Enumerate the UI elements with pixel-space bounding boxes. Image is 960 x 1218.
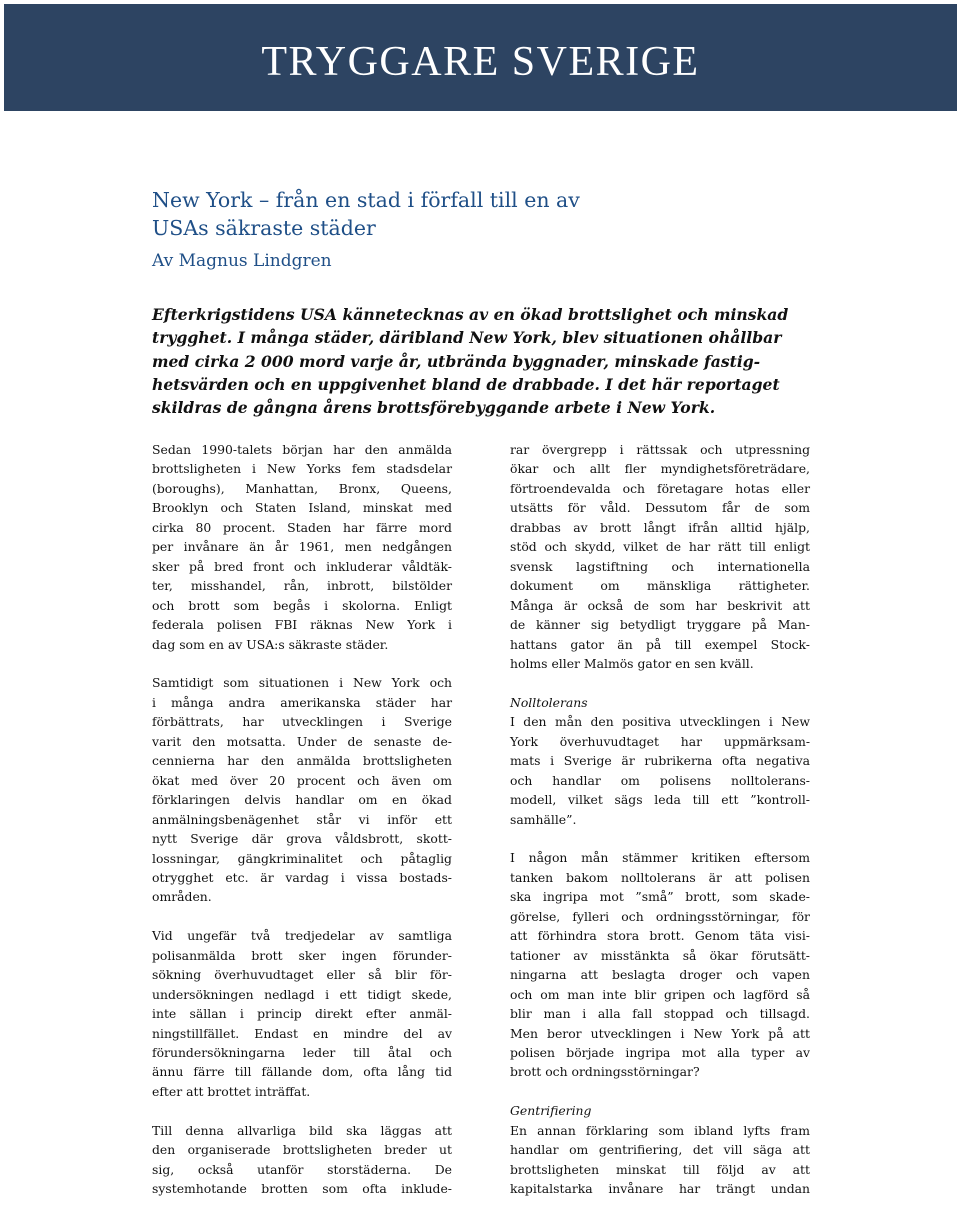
body-line: svensk lagstiftning och internationella	[510, 558, 810, 574]
body-line: blir man i alla fall stoppad och tillsagd.	[510, 1006, 810, 1022]
body-line: Vid ungefär två tredjedelar av samtliga	[152, 928, 452, 944]
ingress-line: med cirka 2 000 mord varje år, utbrända byggnader, minskade fastig-	[152, 351, 761, 371]
ingress	[152, 303, 812, 419]
body-line: Många är också de som har beskrivit att	[510, 597, 810, 613]
body-line: förbättrats, har utvecklingen i Sverige	[152, 714, 452, 730]
body-line: lossningar, gängkriminalitet och påtaglig	[152, 850, 452, 866]
body-line: modell, vilket sägs leda till ett ”kontroll-	[510, 792, 810, 808]
body-line: tationer av misstänkta så ökar förutsätt-	[510, 947, 810, 963]
left-column	[152, 440, 452, 1218]
body-line: efter att brottet inträffat.	[152, 1083, 311, 1099]
body-line: per invånare än år 1961, men nedgången	[152, 539, 452, 555]
body-line: utsätts för våld. Dessutom får de som	[510, 500, 810, 516]
body-line: drabbas av brott långt ifrån alltid hjälp,	[510, 519, 810, 535]
ingress-line: hetsvärden och en uppgivenhet bland de drabbade. I det här reportaget	[152, 374, 780, 394]
body-line: samhälle”.	[510, 811, 577, 827]
title-line: New York – från en stad i förfall till en av	[152, 188, 580, 212]
body-paragraph	[152, 926, 452, 1101]
body-line: handlar om gentrifiering, det vill säga att	[510, 1142, 810, 1158]
body-line: En annan förklaring som ibland lyfts fram	[510, 1122, 810, 1138]
body-line: undersökningen nedlagd i ett tidigt skede,	[152, 986, 452, 1002]
body-line: ska ingripa mot ”små” brott, som skade-	[510, 889, 810, 905]
body-line: görelse, fylleri och ordningsstörningar, för	[510, 908, 810, 924]
body-line: polisen började ingripa mot alla typer av	[510, 1045, 810, 1061]
body-line: dokument om mänskliga rättigheter.	[510, 578, 810, 594]
body-line: ännu färre till fällande dom, ofta lång tid	[152, 1064, 452, 1080]
body-line: sig, också utanför storstäderna. De	[152, 1161, 452, 1177]
body-line: ökar och allt fler myndighetsföreträdare,	[510, 461, 810, 477]
header-banner	[4, 4, 957, 111]
body-line: anmälningsbenägenhet står vi inför ett	[152, 811, 452, 827]
body-line: förundersökningarna leder till åtal och	[152, 1045, 452, 1061]
body-line: den organiserade brottsligheten breder ut	[152, 1142, 452, 1158]
body-paragraph	[510, 1101, 810, 1198]
ingress-line: skildras de gångna årens brottsförebyggande arbete i New York.	[152, 398, 716, 418]
body-line: I någon mån stämmer kritiken eftersom	[510, 850, 810, 866]
brand-logo-text: TRYGGARE SVERIGE	[261, 39, 700, 85]
right-column	[510, 440, 810, 1218]
body-line: Samtidigt som situationen i New York och	[152, 675, 452, 691]
body-line: hattans gator än på till exempel Stock-	[510, 636, 810, 652]
body-paragraph	[152, 673, 452, 906]
ingress-line: Efterkrigstidens USA kännetecknas av en ökad brottslighet och minskad	[152, 305, 789, 324]
body-paragraph	[510, 848, 810, 1081]
section-subheading: Nolltolerans	[510, 694, 588, 710]
body-line: otrygghet etc. är vardag i vissa bostads-	[152, 869, 452, 885]
body-line: förtroendevalda och företagare hotas eller	[510, 480, 810, 496]
body-line: Till denna allvarliga bild ska läggas att	[152, 1122, 452, 1138]
body-line: i många andra amerikanska städer har	[152, 694, 452, 710]
title-line: USAs säkraste städer	[152, 216, 376, 240]
body-line: brottsligheten minskat till följd av att	[510, 1161, 810, 1177]
body-line: ökat med över 20 procent och även om	[152, 772, 452, 788]
body-line: brottsligheten i New Yorks fem stadsdelar	[152, 461, 452, 477]
body-line: ningarna att beslagta droger och vapen	[510, 967, 810, 983]
body-line: holms eller Malmös gator en sen kväll.	[510, 655, 754, 671]
body-line: polisanmälda brott sker ingen förunder-	[152, 947, 452, 963]
body-paragraph	[510, 440, 810, 673]
body-line: rar övergrepp i rättssak och utpressning	[510, 442, 810, 457]
ingress-line: trygghet. I många städer, däribland New York, blev situationen ohållbar	[152, 328, 782, 348]
body-line: cirka 80 procent. Staden har färre mord	[152, 519, 452, 535]
body-paragraph	[510, 693, 810, 829]
body-line: ter, misshandel, rån, inbrott, bilstölder	[152, 578, 452, 594]
body-line: federala polisen FBI räknas New York i	[152, 617, 452, 633]
body-line: inte sällan i princip direkt efter anmäl-	[152, 1006, 452, 1022]
body-line: nytt Sverige där grova våldsbrott, skott-	[152, 831, 452, 847]
body-line: de känner sig betydligt tryggare på Man-	[510, 617, 810, 633]
body-line: varit den motsatta. Under de senaste de-	[152, 733, 452, 749]
byline: Av Magnus Lindgren	[152, 251, 332, 271]
body-line: och om man inte blir gripen och lagförd så	[510, 986, 810, 1002]
body-line: tanken bakom nolltolerans är att polisen	[510, 869, 810, 885]
article-title	[152, 186, 792, 242]
body-line: Men beror utvecklingen i New York på att	[510, 1025, 810, 1041]
body-line: att förhindra stora brott. Genom täta visi-	[510, 928, 810, 944]
body-line: kapitalstarka invånare har trängt undan	[510, 1181, 810, 1197]
body-line: stöd och skydd, vilket de har rätt till enligt	[510, 539, 810, 555]
body-line: sökning överhuvudtaget eller så blir för-	[152, 967, 452, 983]
body-paragraph	[152, 1121, 452, 1199]
body-line: Brooklyn och Staten Island, minskat med	[152, 500, 452, 516]
body-line: områden.	[152, 889, 212, 905]
body-line: (boroughs), Manhattan, Bronx, Queens,	[152, 480, 452, 496]
body-line: dag som en av USA:s säkraste städer.	[152, 636, 389, 652]
body-line: mats i Sverige är rubrikerna ofta negativa	[510, 753, 810, 769]
body-line: förklaringen delvis handlar om en ökad	[152, 792, 452, 808]
body-line: och brott som begås i skolorna. Enligt	[152, 597, 452, 613]
body-line: brott och ordningsstörningar?	[510, 1064, 700, 1080]
body-paragraph	[152, 440, 452, 654]
body-line: systemhotande brotten som ofta inklude-	[152, 1181, 452, 1197]
body-line: sker på bred front och inkluderar våldtäk-	[152, 558, 452, 574]
body-line: och handlar om polisens nolltolerans-	[510, 772, 810, 788]
body-line: I den mån den positiva utvecklingen i New	[510, 714, 810, 730]
body-line: Sedan 1990-talets början har den anmälda	[152, 442, 452, 457]
body-line: ningstillfället. Endast en mindre del av	[152, 1025, 452, 1041]
body-line: York överhuvudtaget har uppmärksam-	[510, 733, 810, 749]
section-subheading: Gentrifiering	[510, 1103, 592, 1119]
body-line: cennierna har den anmälda brottsligheten	[152, 753, 452, 769]
